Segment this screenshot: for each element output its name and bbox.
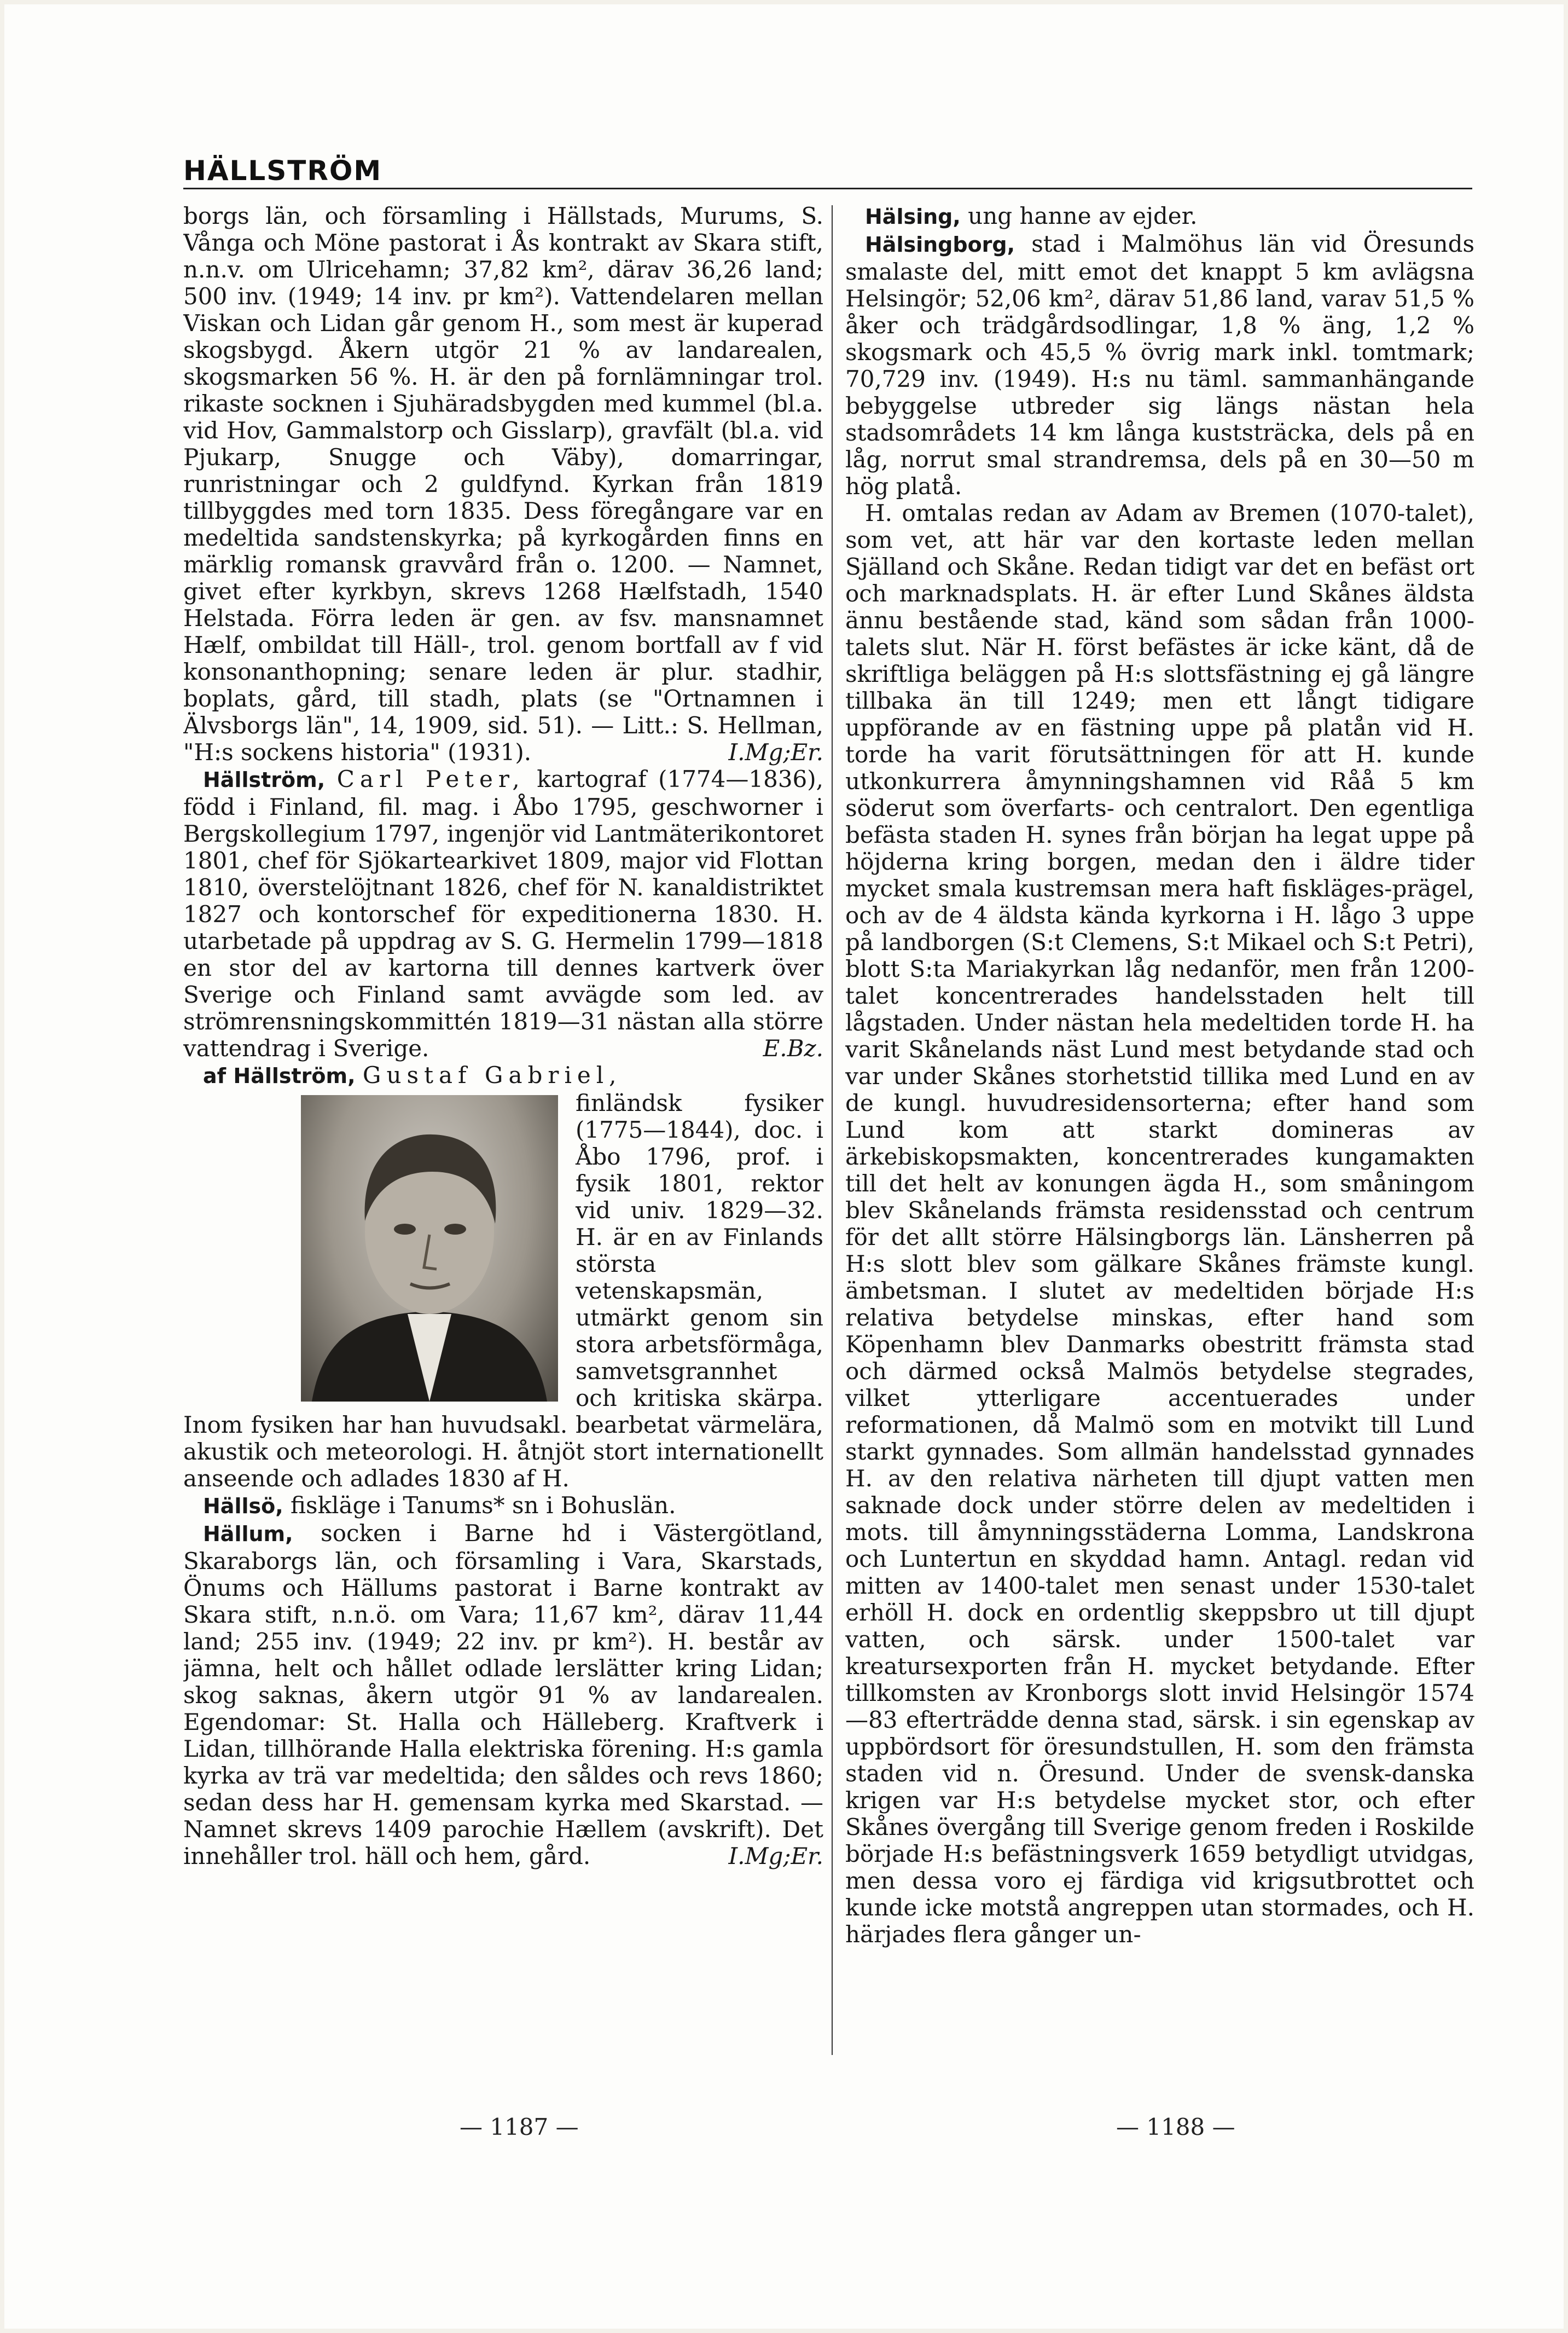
entry-text: H. omtalas redan av Adam av Bremen (1070-talet), som vet, att här var den kortaste leden mellan Själland och Skåne. Redan tidigt var det en befäst ort och marknadsplats. H. är efter Lund Skånes äldsta ännu bestående stad, känd som sådan från 1000-talets slut. När H. först befästes är icke känt, då de skriftliga beläggen på H:s slottsfästning ej gå längre tillbaka än till 1249; men ett långt tidigare uppförande av en fästning uppe på platån vid H. torde ha varit förutsättningen för att H. kunde utkonkurrera åmynningshamnen vid Råå 5 km söderut som överfarts- och centralort. Den egentliga befästa staden H. synes från början ha legat uppe på höjderna kring borgen, medan den i äldre tider mycket smala kustremsan mera haft fiskläges-prägel, och av de 4 äldsta kända kyrkorna i H. lågo 3 uppe på landborgen (S:t Clemens, S:t Mikael och S:t Petri), blott S:ta Mariakyrkan låg nedanför, men från 1200-talet koncentrerades handelsstaden helt till lågstaden. Under nästan hela medeltiden torde H. ha varit Skånelands näst Lund mest betydande stad och var under Skånes storhetstid tillika med Lund en av de kungl. huvudresidensorterna; efter hand som Lund kom att starkt domineras av ärkebiskopsmakten, koncentrerades kungamakten till det helt av konungen ägda H., som småningom blev Skånelands främsta residensstad och centrum för det allt större Hälsingborgs län. Länsherren på H:s slott blev som gälkare Skånes främste kungl. ämbetsman. I slutet av medeltiden började H:s relativa betydelse minskas, efter hand som Köpenhamn blev Danmarks obestritt främsta stad och därmed också Malmös betydelse stegrades, vilket ytterligare accentuerades under reformationen, då Malmö som en motvikt till Lund starkt gynnades. Som allmän handelsstad gynnades H. av den relativa närheten till djupt vatten men saknade dock under större delen av medeltiden i mots. till åmynningsstäderna Lomma, Landskrona och Luntertun en skyddad hamn. Antagl. redan vid mitten av 1400-talet men senast under 1530-talet erhöll H. dock en ordentlig skeppsbro ut till djupt vatten, och särsk. under 1500-talet var kreatursexporten från H. mycket betydande. Efter tillkomsten av Kronborgs slott invid Helsingör 1574 —83 efterträdde denna stad, särsk. i sin egenskap av uppbördsort för öresundstullen, H. som den främsta staden vid n. Öresund. Under de svensk-danska krigen var H:s betydelse mycket stor, och efter Skånes övergång till Sverige genom freden i Roskilde började H:s befästningsverk 1659 betydligt utvidgas, men dessa voro ej färdiga vid krigsutbrottet och kunde icke motstå angreppen utan stormades, och H. härjades flera gånger un- <box>845 500 1474 1948</box>
entry-hallso <box>183 1492 823 1520</box>
entry-gustaf-gabriel-hallstrom <box>183 1062 823 1090</box>
left-column <box>183 202 823 2063</box>
entry-text: borgs län, och församling i Hällstads, Murums, S. Vånga och Möne pastorat i Ås kontrakt av Skara stift, n.n.v. om Ulricehamn; 37,82 km², därav 36,26 land; 500 inv. (1949; 14 inv. pr km²). Vattendelaren mellan Viskan och Lidan går genom H., som mest är kuperad skogsbygd. Åkern utgör 21 % av landarealen, skogsmarken 56 %. H. är den på fornlämningar trol. rikaste socknen i Sjuhäradsbygden med kummel (bl.a. vid Hov, Gammalstorp och Gisslarp), gravfält (bl.a. vid Pjukarp, Snugge och Väby), domarringar, runristningar och 2 guldfynd. Kyrkan från 1819 tillbyggdes med torn 1835. Dess föregångare var en medeltida sandstenskyrka; på kyrkogården finns en märklig romansk gravvård från o. 1200. — Namnet, givet efter kyrkbyn, skrevs 1268 Hælfstadh, 1540 Helstada. Förra leden är gen. av fsv. mansnamnet Hælf, ombildat till Häll-, trol. genom bortfall av f vid konsonanthopning; senare leden är plur. stadhir, boplats, gård, till stadh, plats (se "Ortnamnen i Älvsborgs län", 14, 1909, sid. 51). — Litt.: S. Hellman, "H:s sockens historia" (1931). <box>183 202 823 766</box>
entry-halsingborg-history <box>845 500 1474 1948</box>
author-signature: I.Mg;Er. <box>728 739 823 766</box>
entry-carl-peter-hallstrom <box>183 766 823 1062</box>
running-header: HÄLLSTRÖM <box>183 155 382 187</box>
entry-text: fiskläge i Tanums* sn i Bohuslän. <box>291 1492 676 1519</box>
portrait-image <box>301 1095 558 1402</box>
entry-halsing <box>845 202 1474 230</box>
header-rule <box>183 188 1472 189</box>
headword: Hälsing, <box>865 205 961 229</box>
entry-text: stad i Malmöhus län vid Öresunds smalaste del, mitt emot det knappt 5 km avlägsna Helsingör; 52,06 km², därav 51,86 land, varav 51,5 % åker och trädgårdsodlingar, 1,8 % äng, 1,2 % skogsmark och 45,5 % övrig mark inkl. tomtmark; 70,729 inv. (1949). H:s nu täml. sammanhängande bebyggelse utbreder sig längs nästan hela stadsområdets 14 km långa kuststräcka, dels på en låg, norrut smal strandremsa, dels på en 30—50 m hög platå. <box>845 230 1474 500</box>
person-name: Gustaf Gabriel, <box>362 1062 622 1089</box>
author-signature: I.Mg;Er. <box>728 1843 823 1869</box>
entry-text: finländsk fysiker (1775—1844), doc. i Åbo 1796, prof. i fysik 1801, rektor vid univ. 1829—32. H. är en av Finlands största vetenskapsmän, utmärkt genom sin stora arbetsförmåga, samvetsgrannhet och kritiska skärpa. Inom fysiken har han huvudsakl. bearbetat värmelära, akustik och meteorologi. H. åtnjöt stort internationellt anseende och adlades 1830 af H. <box>183 1090 823 1492</box>
headword: Hälsingborg, <box>865 233 1015 257</box>
column-divider <box>832 205 833 2055</box>
author-signature: E.Bz. <box>763 1035 823 1062</box>
page-number-right: — 1188 — <box>1116 2114 1235 2140</box>
entry-text: socken i Barne hd i Västergötland, Skaraborgs län, och församling i Vara, Skarstads, Önums och Hällums pastorat i Barne kontrakt av Skara stift, n.n.ö. om Vara; 11,67 km², därav 11,44 land; 255 inv. (1949; 22 inv. pr km²). H. består av jämna, helt och hållet odlade lerslätter kring Lidan; skog saknas, åkern utgör 91 % av landarealen. Egendomar: St. Halla och Hälleberg. Kraftverk i Lidan, tillhörande Halla elektriska förening. H:s gamla kyrka av trä var medeltida; den såldes och revs 1860; sedan dess har H. gemensam kyrka med Skarstad. — Namnet skrevs 1409 parochie Hællem (avskrift). Det innehåller trol. häll och hem, gård. <box>183 1520 823 1869</box>
portrait-illustration <box>301 1095 558 1402</box>
entry-halsingborg <box>845 230 1474 500</box>
entry-text: kartograf (1774—1836), född i Finland, fil. mag. i Åbo 1795, geschworner i Bergskollegium 1797, ingenjör vid Lantmäterikontoret 1801, chef för Sjökartearkivet 1809, major vid Flottan 1810, överstelöjtnant 1826, chef för N. kanaldistriktet 1827 och kontorschef för expeditionerna 1830. H. utarbetade på uppdrag av S. G. Hermelin 1799—1818 en stor del av kartorna till dennes kartverk över Sverige och Finland samt avvägde som led. av strömrensningskommittén 1819—31 nästan alla större vattendrag i Sverige. <box>183 766 823 1062</box>
entry-text: ung hanne av ejder. <box>968 202 1198 229</box>
page-number-left: — 1187 — <box>460 2114 579 2140</box>
right-column <box>845 202 1474 2063</box>
entry-hallum <box>183 1520 823 1869</box>
headword: Hällsö, <box>203 1494 283 1518</box>
headword: af Hällström, <box>203 1064 356 1088</box>
headword: Hällström, <box>203 768 326 792</box>
person-name: Carl Peter, <box>336 766 525 792</box>
headword: Hällum, <box>203 1522 293 1546</box>
entry-hallstad-continued <box>183 202 823 766</box>
